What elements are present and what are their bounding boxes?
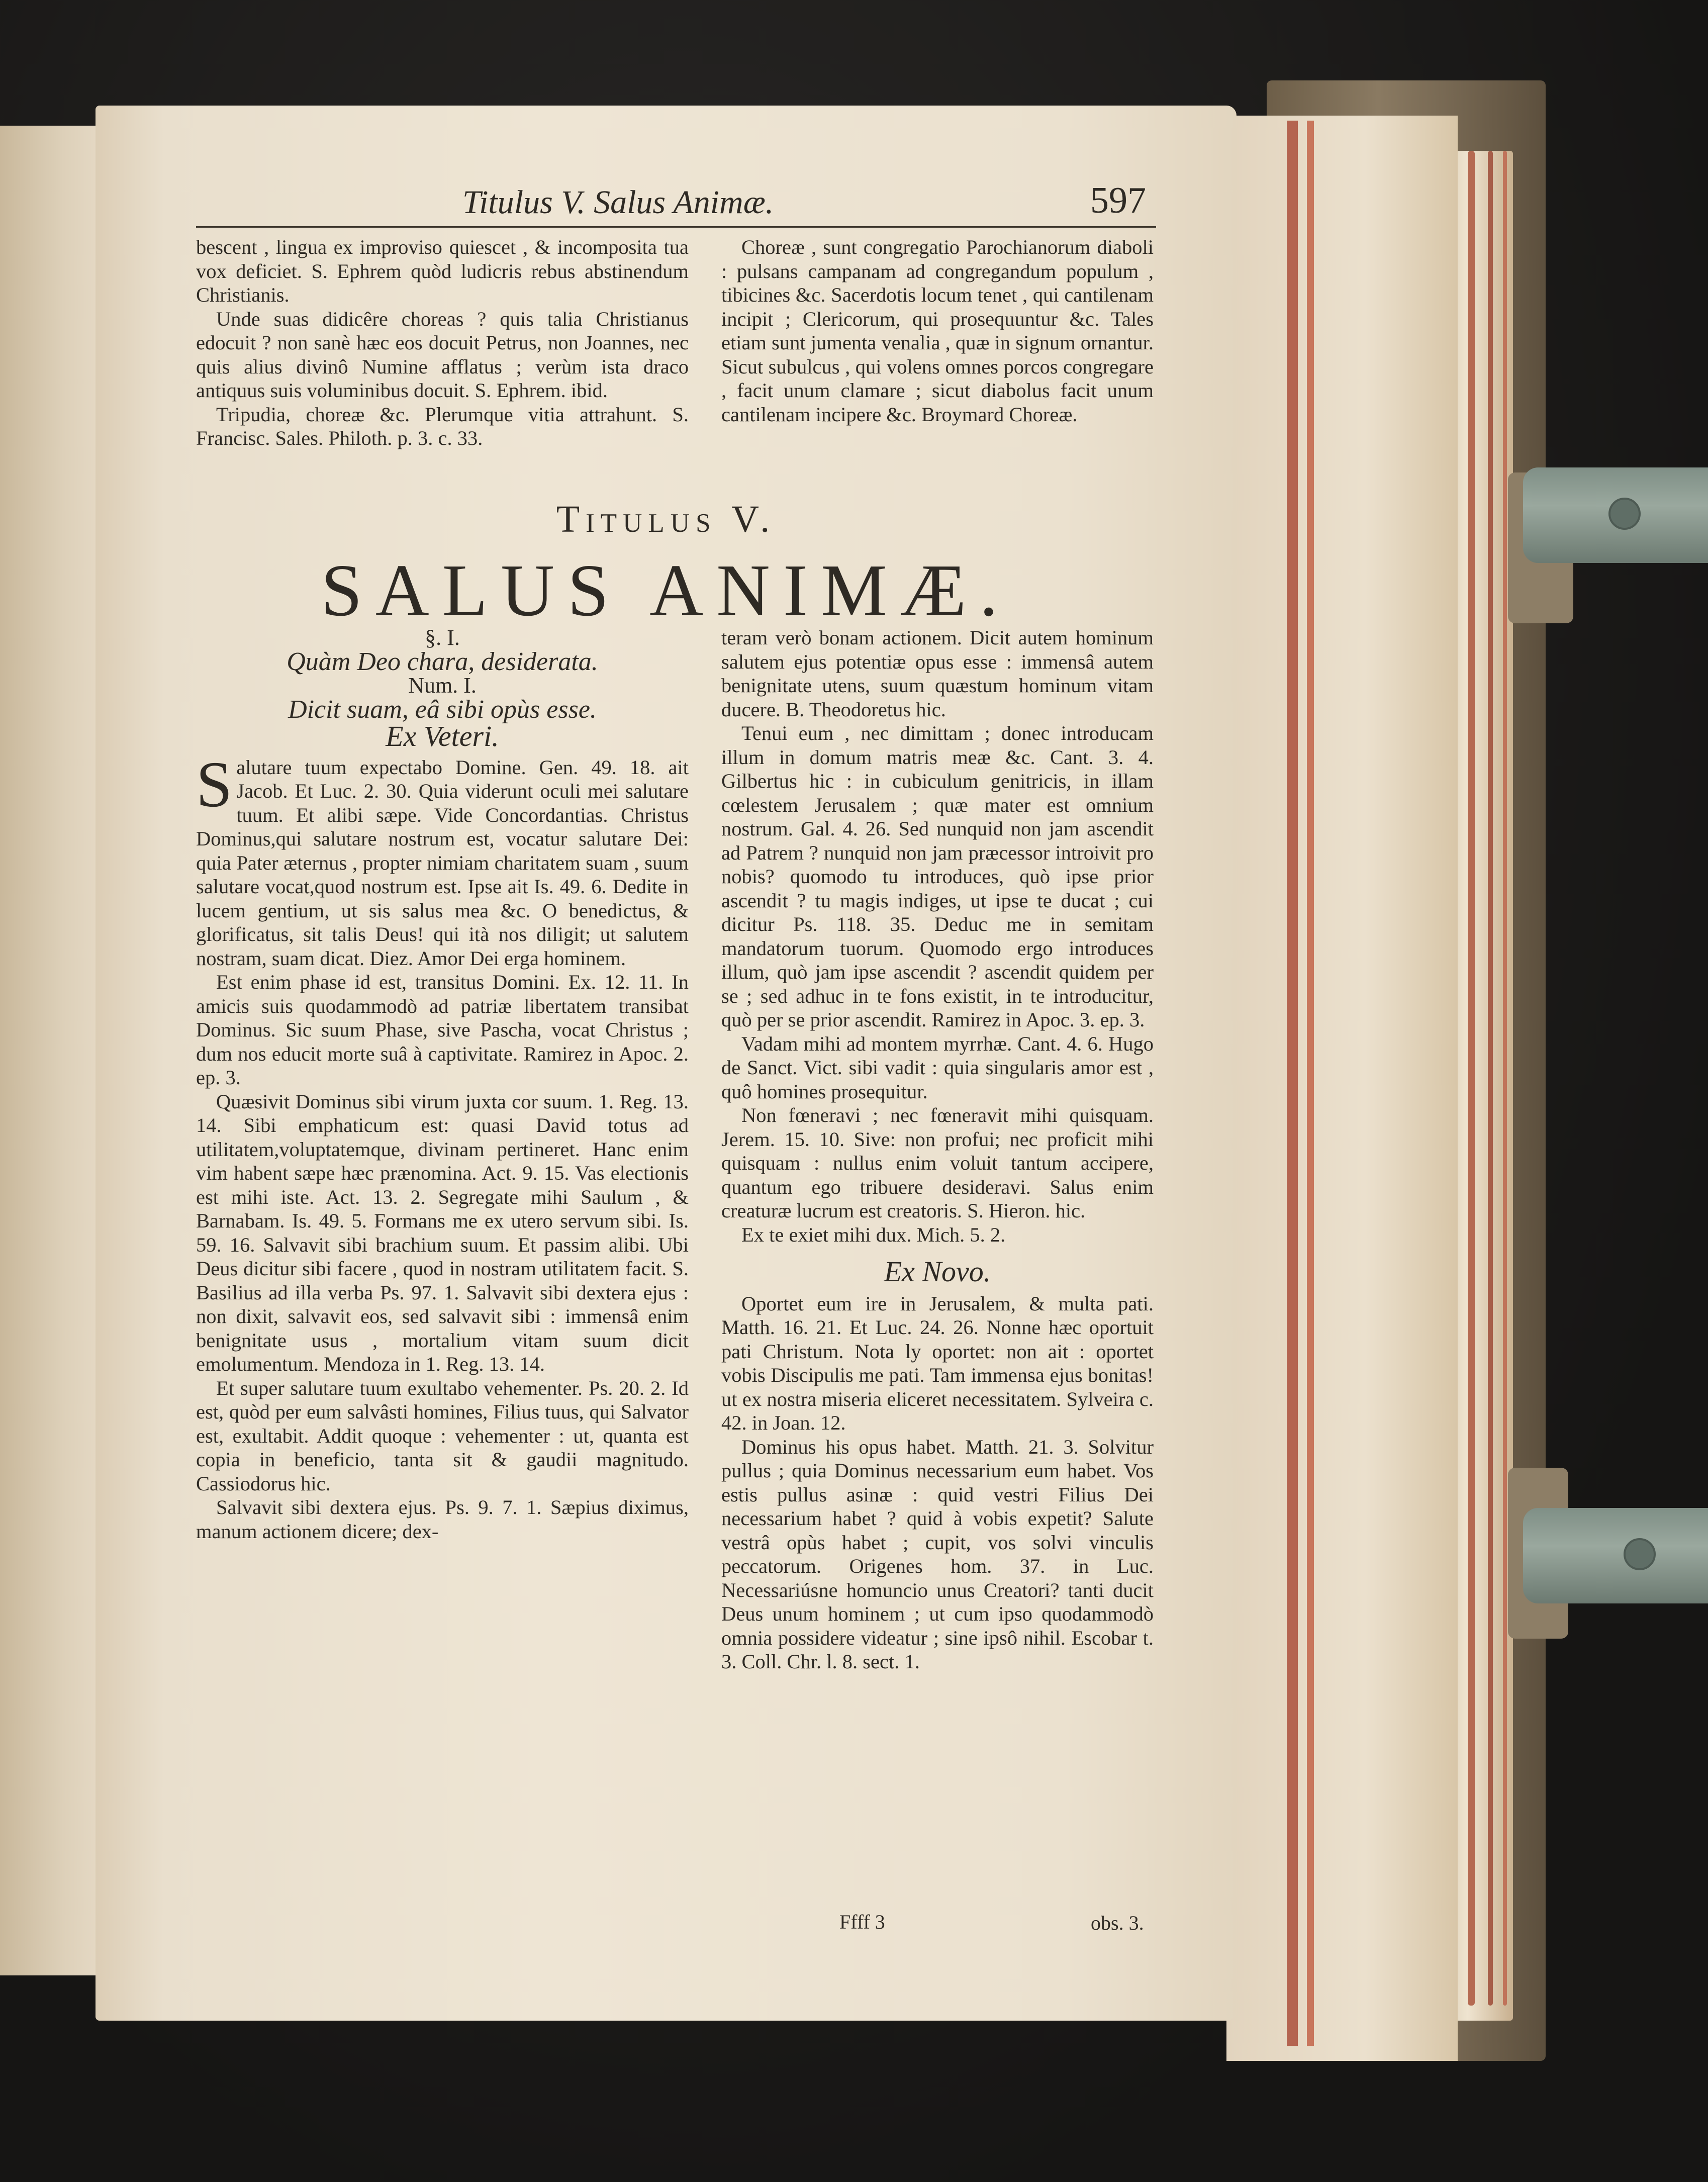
lead-column-right — [721, 235, 1154, 426]
paragraph: Choreæ , sunt congregatio Parochianorum diaboli : pulsans campanam ad congregandum populum , tibicines &c. Sacerdotis locum tenet , qui cantilenam incipit ; Clericorum, qui prosequuntur &c. Tales etiam sunt jumenta venalia , quæ in signum ornantur. Sicut subulcus , qui volens omnes porcos congregare , facit unum clamare ; sicut diabolus facit unum cantilenam incipere &c. Broymard Choreæ. — [721, 236, 1154, 426]
red-page-edge — [1468, 151, 1475, 2006]
red-page-edge — [1287, 121, 1298, 2046]
section-subtitle: Quàm Deo chara, desiderata. — [287, 647, 598, 676]
dicit-heading: Dicit suam, eâ sibi opùs esse. — [288, 695, 597, 724]
metal-clasp-lower — [1523, 1508, 1708, 1603]
red-page-edge — [1307, 121, 1314, 2046]
page-number: 597 — [1090, 180, 1146, 221]
titulus-heading: Titulus V. — [556, 498, 776, 540]
paragraph: Salvavit sibi dextera ejus. Ps. 9. 7. 1. Sæpius diximus, manum actionem dicere; dex- — [196, 1496, 689, 1543]
column-left — [196, 626, 689, 1543]
rivet-icon — [1624, 1538, 1656, 1570]
page-header — [96, 180, 1237, 229]
section-mark: §. I. — [425, 625, 460, 650]
ex-veteri-heading: Ex Veteri. — [386, 720, 499, 752]
header-rule — [196, 226, 1156, 228]
paragraph-text: alutare tuum expectabo Domine. Gen. 49. 18. ait Jacob. Et Luc. 2. 30. Quia viderunt oculi mei salutare tuum. Et alibi sæpe. Vide Concordantias. Christus Dominus,qui salutare nostrum est, vocatur salutare Dei: quia Pater æternus , propter nimiam charitatem suam , suum salutare vocat,quod nostrum est. Ipse ait Is. 49. 6. Dedite in lucem gentium, ut sis salus mea &c. O benedictus, & glorificatus, sit talis Deus! qui ità nos diligit; ut salutem nostram, suam dicat. Diez. Amor Dei erga hominem. — [196, 755, 689, 970]
paragraph: Non fœneravi ; nec fœneravit mihi quisquam. Jerem. 15. 10. Sive: non profui; nec proficit mihi quisquam : nullus enim voluit tantum accipere, quantum ego tribuere desideravi. Salus enim creaturæ lucrum est creatoris. S. Hieron. hic. — [721, 1104, 1154, 1222]
num-heading: Num. I. — [408, 673, 477, 698]
paragraph: Ex te exiet mihi dux. Mich. 5. 2. — [741, 1223, 1006, 1246]
underlying-pages — [1226, 116, 1458, 2061]
paragraph: Et super salutare tuum exultabo vehementer. Ps. 20. 2. Id est, quòd per eum salvâsti homines, Filius tuus, qui Salvator est, exultabit. Addit quoque : vehementer : ut, quanta est copia in beneficio, tanta sit & gaudii magnitudo. Cassiodorus hic. — [196, 1376, 689, 1495]
paragraph: Vadam mihi ad montem myrrhæ. Cant. 4. 6. Hugo de Sanct. Vict. sibi vadit : quia singularis amor est , quô homines prosequitur. — [721, 1032, 1154, 1103]
paragraph: bescent , lingua ex improviso quiescet , & incomposita tua vox deficiet. S. Ephrem quòd ludicris rebus abstinendum Christianis. — [196, 236, 689, 306]
drop-cap: S — [196, 748, 233, 821]
main-title: SALUS ANIMÆ. — [321, 549, 1011, 632]
red-page-edge — [1503, 151, 1507, 2006]
ex-novo-heading: Ex Novo. — [884, 1255, 991, 1288]
paragraph: Oportet eum ire in Jerusalem, & multa pati. Matth. 16. 21. Et Luc. 24. 26. Nonne hæc oportuit pati Christum. Nota ly oportet: non ait : oportet vobis Discipulis me pati. Tam immensa ejus bonitas! ut ex nostra miseria eliceret necessitatem. Sylveira c. 42. in Joan. 12. — [721, 1292, 1154, 1434]
running-title: Titulus V. Salus Animæ. — [462, 184, 774, 221]
book-page — [96, 106, 1237, 2021]
facing-page-edge — [0, 126, 106, 1975]
paragraph: teram verò bonam actionem. Dicit autem hominum salutem ejus potentiæ opus esse : immensâ autem benignitate utens, suum quæstum hominum vitam ducere. B. Theodoretus hic. — [721, 626, 1154, 721]
paragraph — [196, 748, 689, 971]
catchword: obs. 3. — [1091, 1912, 1144, 1934]
paragraph: Quæsivit Dominus sibi virum juxta cor suum. 1. Reg. 13. 14. Sibi emphaticum est: quasi David totus ad utilitatem,voluptatemque, divinam pertineret. Hanc enim vim habent sæpe hæc prænomina. Act. 9. 15. Vas electionis est mihi iste. Act. 13. 2. Segregate mihi Saulum , & Barnabam. Is. 49. 5. Formans me ex utero servum sibi. Is. 59. 16. Salvavit sibi brachium suum. Et passim alibi. Ubi Deus dicitur sibi facere , quod in nostram utilitatem facit. S. Basilius ad illa verba Ps. 97. 1. Salvavit sibi dextera ejus : non dixit, salvavit eos, sed salvavit sibi : immensâ enim benignitate usus , mortalium vitam suum dicit emolumentum. Mendoza in 1. Reg. 13. 14. — [196, 1090, 689, 1375]
lead-column-left — [196, 235, 689, 450]
red-page-edge — [1488, 151, 1493, 2006]
signature-mark: Ffff 3 — [839, 1911, 885, 1933]
paragraph: Dominus his opus habet. Matth. 21. 3. Solvitur pullus ; quia Dominus necessarium eum habet. Vos estis pullus asinæ : quid vestri Filius Dei necessarium habet ? quid à vobis expetit? Salute vestrâ opùs habet ; cupit, vos solvi vinculis peccatorum. Origenes hom. 37. in Luc. Necessariúsne homuncio unus Creatori? tanti ducit Deus unum hominem ; ut cum ipso quodammodò omnia possidere videatur ; sine ipsô nihil. Escobar t. 3. Coll. Chr. l. 8. sect. 1. — [721, 1435, 1154, 1673]
paragraph: Est enim phase id est, transitus Domini. Ex. 12. 11. In amicis suis quodammodò ad patriæ libertatem transibat Dominus. Sic suum Phase, sive Pascha, vocat Christus ; dum nos educit morte suâ à captivitate. Ramirez in Apoc. 2. ep. 3. — [196, 971, 689, 1089]
rivet-icon — [1608, 498, 1641, 530]
paragraph: Tenui eum , nec dimittam ; donec introducam illum in domum matris meæ &c. Cant. 3. 4. Gilbertus hic : in cubiculum genitricis, in illam cœlestem Jerusalem ; quæ mater est omnium nostrum. Gal. 4. 26. Sed nunquid non jam ascendit ad Patrem ? nunquid non jam præcessor introivit pro nobis? quomodo tu introduces, quò ipse prior ascendit ? tu magis indiges, ut ipse te ducat ; cui dicitur Ps. 118. 35. Deduc me in semitam mandatorum tuorum. Quomodo ergo introduces illum, quò jam ipse ascendit ? ascendit quidem per se ; sed adhuc in te fons existit, in te introducitur, quò per se prior ascendit. Ramirez in Apoc. 3. ep. 3. — [721, 722, 1154, 1031]
paragraph: Tripudia, choreæ &c. Plerumque vitia attrahunt. S. Francisc. Sales. Philoth. p. 3. c. 33. — [196, 403, 689, 449]
column-right — [721, 626, 1154, 1674]
paragraph: Unde suas didicêre choreas ? quis talia Christianus edocuit ? non sanè hæc eos docuit Petrus, non Joannes, nec quis alius divinô Numine afflatus ; verùm ista draco antiquus suis voluminibus docuit. S. Ephrem. ibid. — [196, 307, 689, 402]
